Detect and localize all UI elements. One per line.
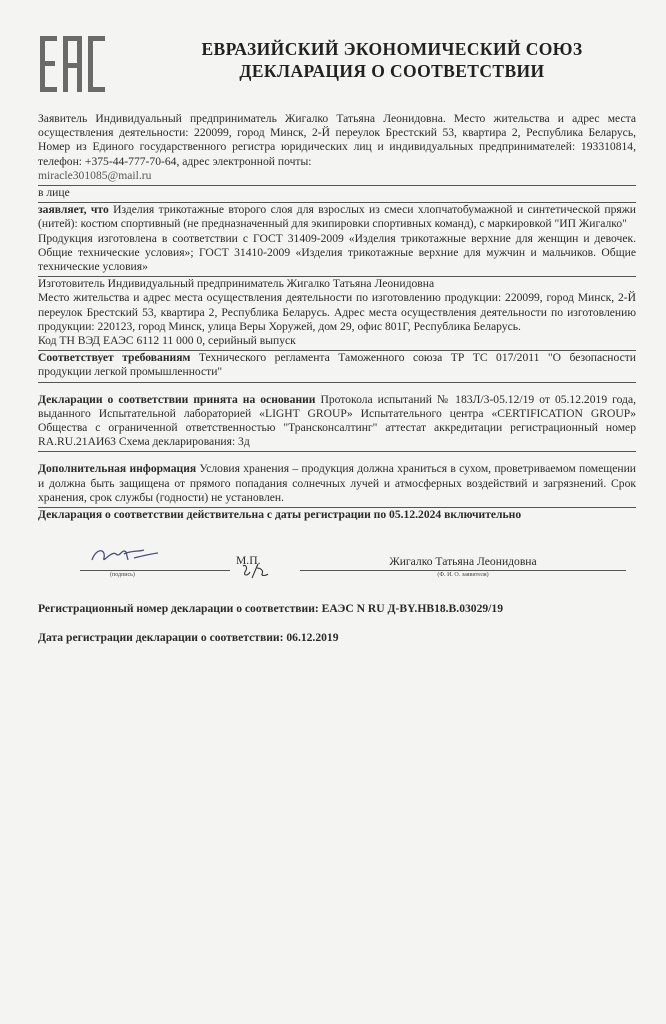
registration-date bbox=[38, 631, 636, 644]
standards-section bbox=[38, 232, 636, 278]
basis-text: Протокола испытаний № 183Л/3-05.12/19 от 05.12.2019 года, выданного Испытательной лабораторией «LIGHT GROUP» Испытательного центра «CERTIFICATION GROUP» Общества с ограниченной ответственностью "Трансконсалтинг" аттестат аккредитации регистрационный номер RA.RU.21АИ63 Схема декларирования: 3д bbox=[38, 392, 637, 449]
declares-section bbox=[38, 203, 636, 231]
product-code-section bbox=[38, 334, 636, 351]
applicant-name-line bbox=[300, 540, 626, 571]
applicant-section bbox=[38, 112, 636, 186]
product-description: Изделия трикотажные второго слоя для взрослых из смеси хлопчатобумажной и синтетической пряжи (нитей): костюм спортивный (не предназначенный для экипировки спортивных команд), с маркировкой "ИП Жигалко" bbox=[38, 203, 636, 231]
eac-logo-icon bbox=[38, 32, 108, 96]
in-person-label: в лице bbox=[38, 186, 70, 200]
validity-section bbox=[38, 508, 636, 522]
registration-date-value: 06.12.2019 bbox=[286, 631, 339, 645]
applicant-email: miracle301085@mail.ru bbox=[38, 168, 152, 182]
applicant-name-caption: (Ф. И. О. заявителя) bbox=[437, 572, 489, 579]
in-person-section bbox=[38, 186, 636, 203]
applicant-text: Заявитель Индивидуальный предприниматель Жигалко Татьяна Леонидовна. Место жительства и адрес места осуществления деятельности: 220099, город Минск, 2-Й переулок Брестский 53, квартира 2, Республика Беларусь, Номер из Единого государственного регистра юридических лиц и индивидуальных предпринимателей: 193310814, телефон: +375-44-777-70-64, адрес электронной почты: bbox=[38, 112, 636, 168]
product-standards: Продукция изготовлена в соответствии с ГОСТ 31409-2009 «Изделия трикотажные верхние для женщин и девочек. Общие технические условия»; ГОСТ 31410-2009 «Изделия трикотажные верхние для мужчин и мальчиков. Общие технические условия» bbox=[38, 231, 636, 274]
registration-number bbox=[38, 602, 636, 615]
declares-lead: заявляет, что bbox=[38, 203, 109, 217]
registration-date-label: Дата регистрации декларации о соответствии: bbox=[38, 631, 284, 645]
validity-text: Декларация о соответствии действительна с даты регистрации по 05.12.2024 включительно bbox=[38, 508, 522, 522]
additional-info-lead: Дополнительная информация bbox=[38, 462, 197, 476]
conformity-text: Технического регламента Таможенного союза ТР ТС 017/2011 "О безопасности продукции легкой промышленности" bbox=[38, 351, 636, 379]
registration-number-label: Регистрационный номер декларации о соответствии: bbox=[38, 602, 319, 616]
manufacturer-title: Изготовитель Индивидуальный предприниматель Жигалко Татьяна Леонидовна bbox=[38, 277, 435, 291]
product-code: Код ТН ВЭД ЕАЭС 6112 11 000 0, серийный выпуск bbox=[38, 334, 296, 348]
manufacturer-address-section bbox=[38, 291, 636, 334]
basis-section bbox=[38, 393, 636, 453]
document-header bbox=[38, 30, 636, 112]
conformity-lead: Соответствует требованиям bbox=[38, 351, 191, 365]
signature-caption: (подпись) bbox=[110, 572, 135, 579]
title-block bbox=[148, 38, 636, 82]
additional-info-section bbox=[38, 462, 636, 508]
document-body bbox=[38, 112, 636, 522]
basis-lead: Декларации о соответствии принята на основании bbox=[38, 392, 316, 406]
declaration-title: ДЕКЛАРАЦИЯ О СООТВЕТСТВИИ bbox=[239, 61, 545, 81]
signature-block bbox=[38, 540, 636, 580]
handwritten-mark-icon bbox=[240, 562, 270, 580]
applicant-email-line bbox=[38, 169, 636, 183]
signature-icon bbox=[88, 544, 164, 566]
union-title: ЕВРАЗИЙСКИЙ ЭКОНОМИЧЕСКИЙ СОЮЗ bbox=[201, 39, 583, 59]
conformity-section bbox=[38, 351, 636, 382]
stamp-place-label: М.П. bbox=[236, 554, 261, 568]
applicant-name: Жигалко Татьяна Леонидовна bbox=[389, 555, 537, 569]
additional-info-text: Условия хранения – продукция должна храниться в сухом, проветриваемом помещении и должна быть защищена от прямого попадания солнечных лучей и атмосферных воздействий и загрязнений. Срок хранения, срок службы (годности) не установлен. bbox=[38, 462, 636, 504]
manufacturer-title-section bbox=[38, 277, 636, 291]
manufacturer-address: Место жительства и адрес места осуществления деятельности по изготовлению продукции: 220099, город Минск, 2-Й переулок Брестский 53, квартира 2, Республика Беларусь. Адрес места осуществления деятельности по изготовлению продукции: 220123, город Минск, улица Веры Хоружей, дом 29, офис 801Г, Республика Беларусь. bbox=[38, 291, 636, 333]
registration-number-value: ЕАЭС N RU Д-BY.НВ18.В.03029/19 bbox=[321, 602, 503, 616]
